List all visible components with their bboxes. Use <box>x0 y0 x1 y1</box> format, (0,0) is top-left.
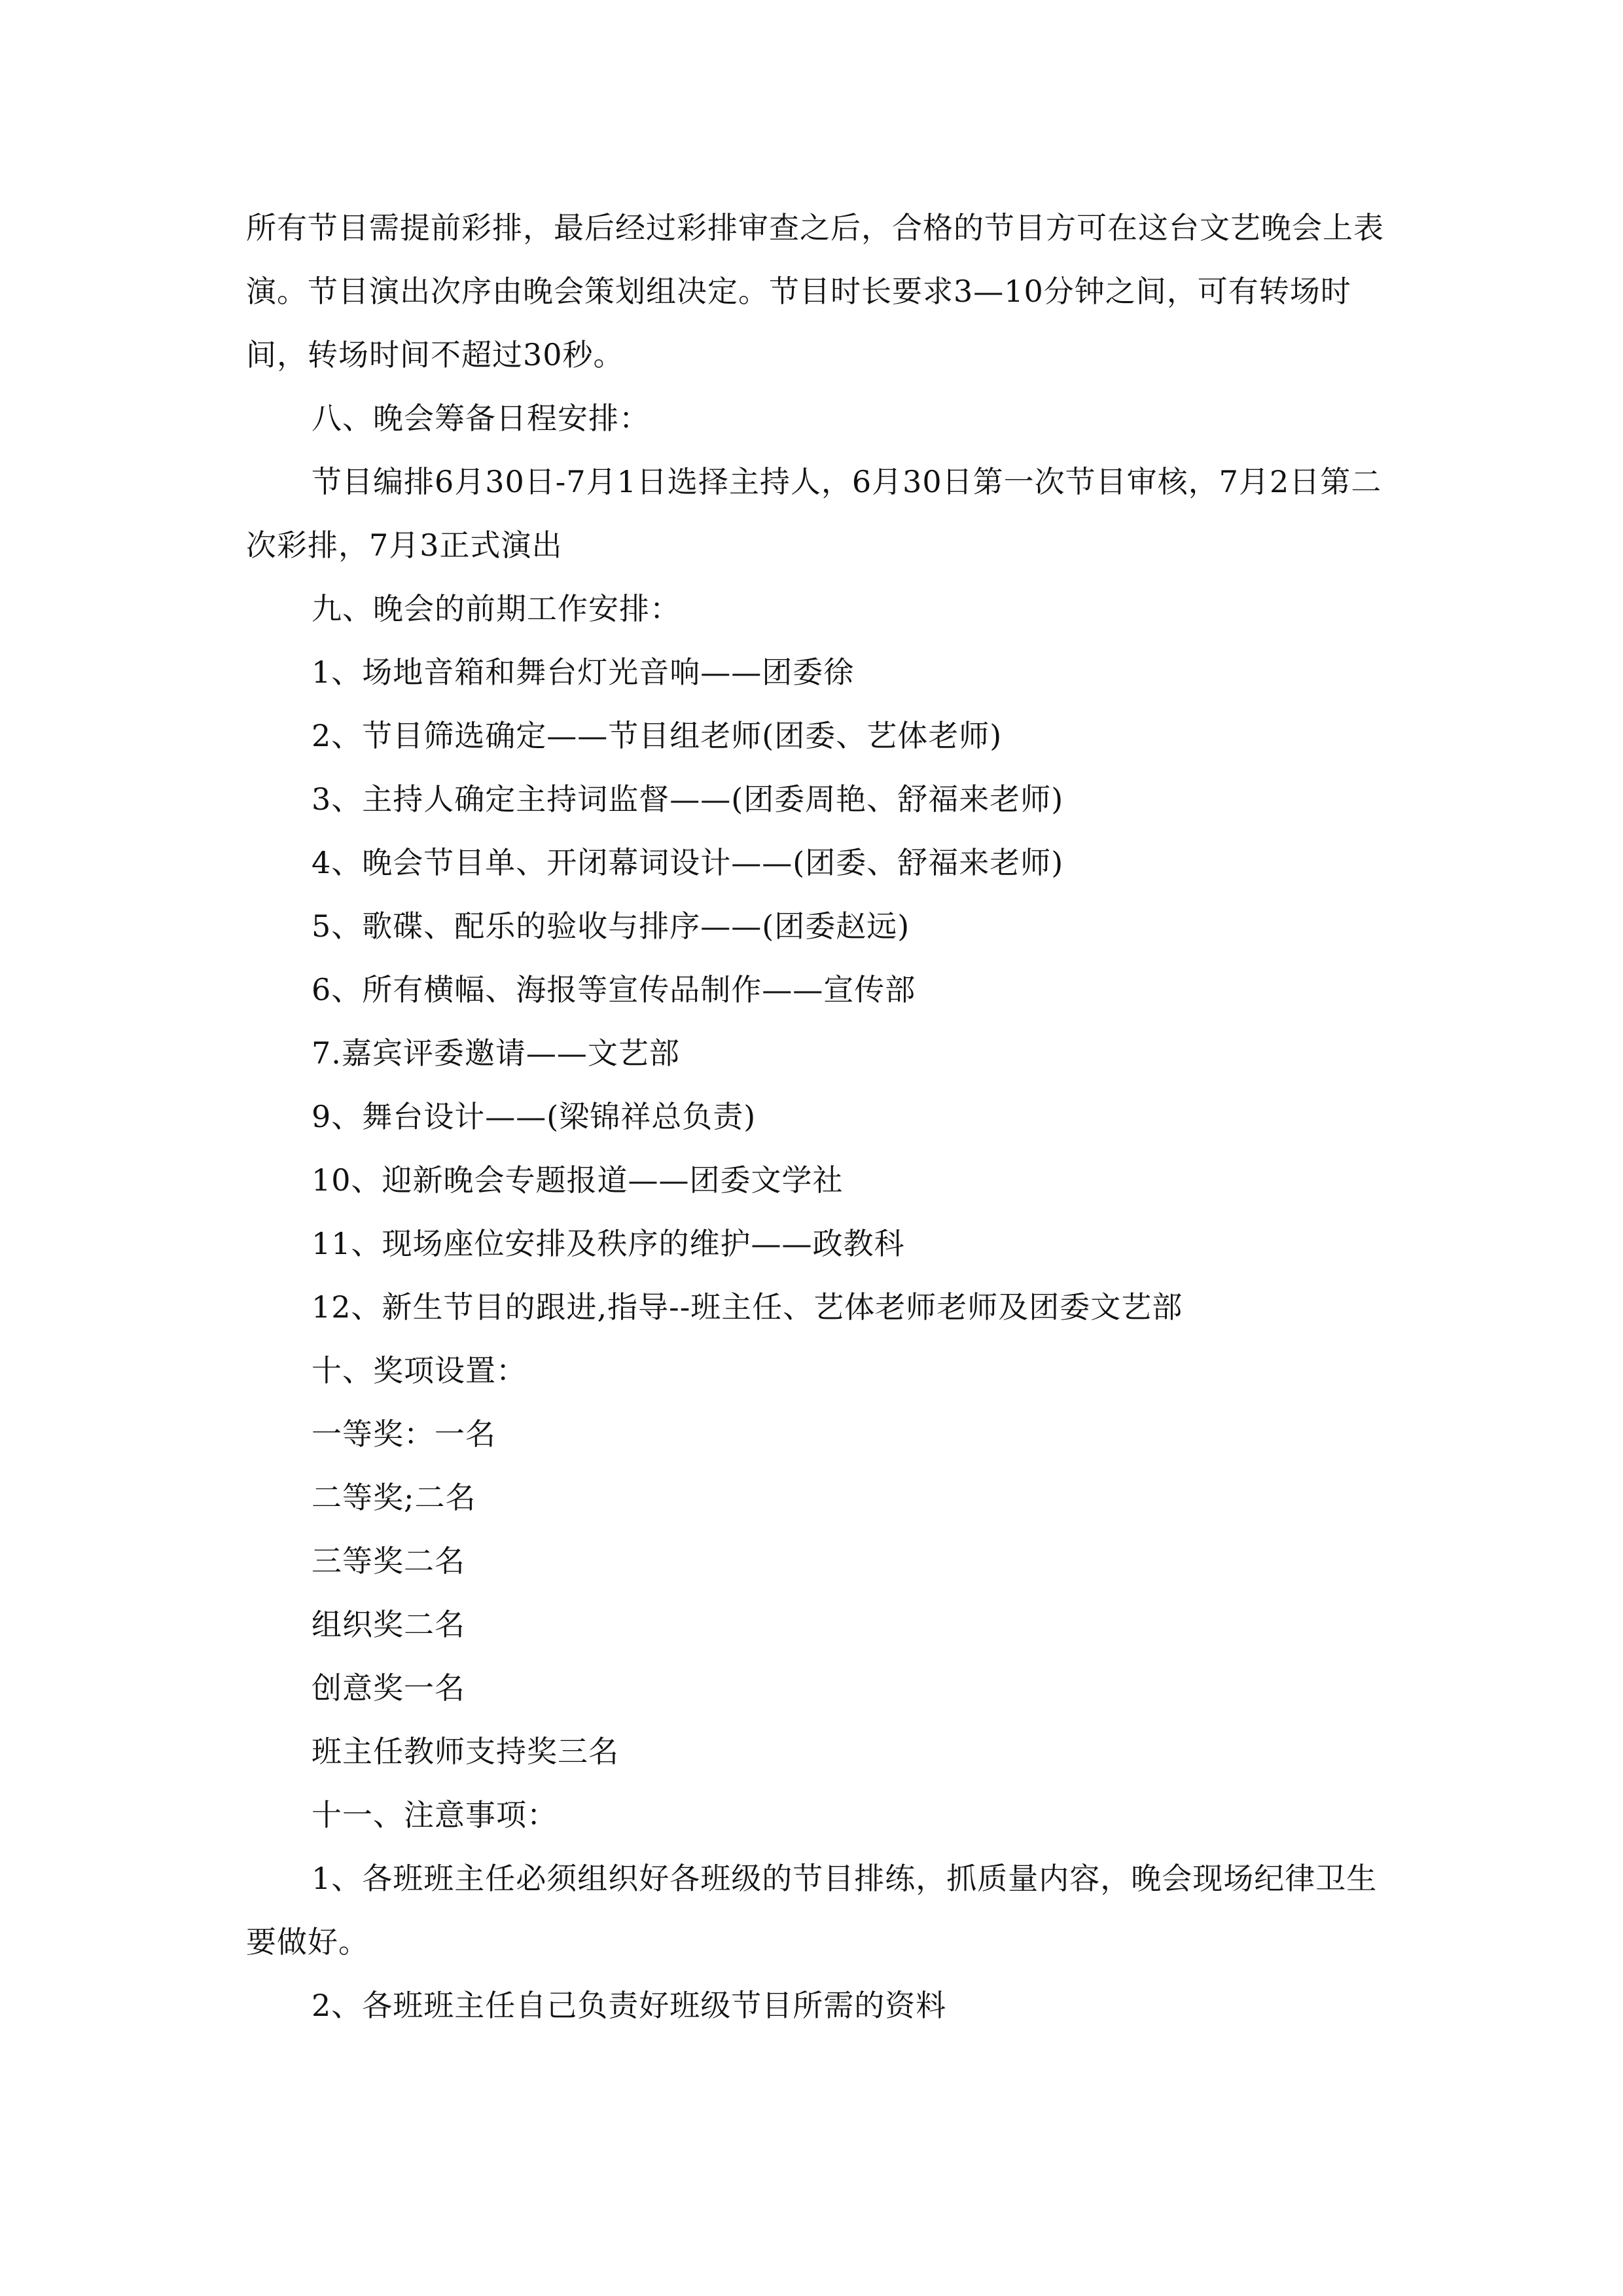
award-item: 创意奖一名 <box>312 1670 465 1706</box>
task-item: 3、主持人确定主持词监督——(团委周艳、舒福来老师) <box>312 781 1064 817</box>
award-item: 一等奖：一名 <box>312 1416 496 1452</box>
task-item: 7.嘉宾评委邀请——文艺部 <box>312 1035 680 1071</box>
note-item: 1、各班班主任必须组织好各班级的节目排练，抓质量内容，晚会现场纪律卫生要做好。 <box>246 1861 1378 1960</box>
schedule-paragraph: 节目编排6月30日-7月1日选择主持人，6月30日第一次节目审核，7月2日第二次彩排，7月3正式演出 <box>246 464 1382 563</box>
task-item: 1、场地音箱和舞台灯光音响——团委徐 <box>312 655 855 690</box>
task-item: 2、节目筛选确定——节目组老师(团委、艺体老师) <box>312 718 1003 753</box>
award-item: 三等奖二名 <box>312 1543 465 1579</box>
award-item: 二等奖;二名 <box>312 1480 476 1515</box>
section-heading-preparation: 九、晚会的前期工作安排： <box>312 591 681 626</box>
task-item: 12、新生节目的跟进,指导--班主任、艺体老师老师及团委文艺部 <box>312 1289 1183 1325</box>
task-item: 6、所有横幅、海报等宣传品制作——宣传部 <box>312 972 916 1007</box>
document-body <box>246 196 1385 2037</box>
award-item: 组织奖二名 <box>312 1607 465 1642</box>
note-item: 2、各班班主任自己负责好班级节目所需的资料 <box>312 1988 947 2023</box>
task-item: 10、迎新晚会专题报道——团委文学社 <box>312 1162 844 1198</box>
section-heading-notes: 十一、注意事项： <box>312 1797 558 1833</box>
task-item: 9、舞台设计——(梁锦祥总负责) <box>312 1099 757 1134</box>
section-heading-schedule: 八、晚会筹备日程安排： <box>312 401 650 436</box>
task-item: 5、歌碟、配乐的验收与排序——(团委赵远) <box>312 908 910 944</box>
task-item: 4、晚会节目单、开闭幕词设计——(团委、舒福来老师) <box>312 845 1064 880</box>
award-item: 班主任教师支持奖三名 <box>312 1734 619 1769</box>
section-heading-awards: 十、奖项设置： <box>312 1353 527 1388</box>
task-item: 11、现场座位安排及秩序的维护——政教科 <box>312 1226 905 1261</box>
rehearsal-paragraph: 所有节目需提前彩排，最后经过彩排审查之后，合格的节目方可在这台文艺晚会上表演。节目演出次序由晚会策划组决定。节目时长要求3—10分钟之间，可有转场时间，转场时间不超过30秒。 <box>246 210 1384 372</box>
